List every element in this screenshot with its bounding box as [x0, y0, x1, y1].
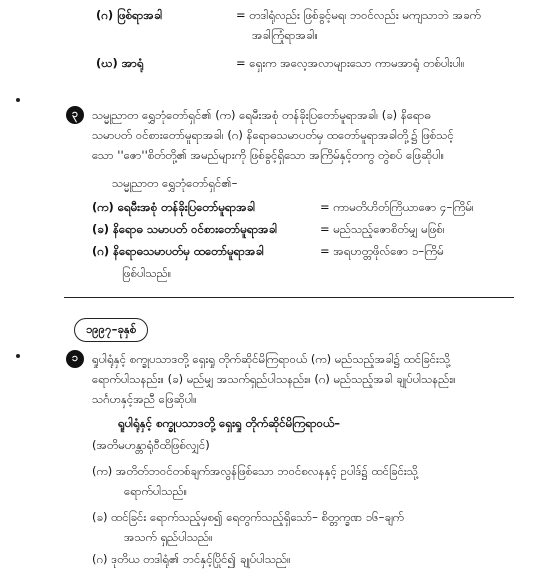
year-label-box: ၁၉၉၇–ခုနှစ် — [74, 318, 148, 342]
q1-text-line1: ရှုပါရုံနှင့် စက္ခုပသာဒတို့ ရှေးရှု တိုက်ဆိုင်မိကြရာဝယ် (က) မည်သည့်အခါ၌ ထင်ခြင်းသို့ — [92, 352, 451, 366]
q1-answer-sub: (အတိမဟန္တာရုံဝီထိဖြစ်လျှင်) — [92, 438, 210, 452]
q1-answer-ga-line1: (ဂ) ဒုတိယ တဒါရုံ၏ ဘင်နှင့်ပြိုင်၍ ချုပ်ပါသည်။ — [92, 552, 291, 566]
q1-answer-kha-line1: (ခ) ထင်ခြင်း ရောက်သည့်မှစ၍ ရေတွက်သည့်ရှိသော်– စိတ္တက္ခဏ ၁၆–ချက် — [92, 510, 404, 524]
q1-answer-heading: ရူပါရုံနှင့် စက္ခုပသာဒတို့ ရှေးရှု တိုက်ဆိုင်မိကြရာဝယ်– — [118, 416, 341, 430]
answer-row-kha — [92, 222, 445, 239]
q1-text-line2: ရောက်ပါသနည်း။ (ခ) မည်မျှ အသက်ရှည်ပါသနည်း။ (ဂ) မည်သည့်အခါ ချုပ်ပါသနည်း။ — [92, 372, 456, 386]
item-ga-label: (ဂ) ဖြစ်ရာအခါ — [96, 8, 163, 22]
q1-answer-ka-line2: ရောက်ပါသည်။ — [124, 484, 188, 498]
q1-answer-ka-line1: (က) အတိတ်ဘဝင်တစ်ချက်အလွန်ဖြစ်သော ဘဝင်စလနနှင့် ဥပါဒ်၌ ထင်ခြင်းသို့ — [92, 464, 418, 478]
question-number-badge: ၃ — [66, 106, 84, 124]
question-text-line2: သမာပတ် ဝင်စားတော်မူရာအခါ၊ (ဂ) နိရောဓသမာပတ်မှ ထတော်မူရာအခါတို့၌ ဖြစ်သင့် — [92, 128, 454, 142]
answer-ga-value: = အရဟတ္တဖိုလ်ဇော ၁–ကြိမ် — [320, 244, 444, 258]
item-ga-desc-cont: အခါကြုံရာအခါ။ — [252, 28, 319, 42]
answer-row-ka — [92, 200, 474, 217]
item-ga-desc: = တဒါရုံလည်း ဖြစ်ခွင့်မရ၊ ဘဝင်လည်း မကျသာဘဲ အခက် — [236, 8, 481, 22]
answer-kha-label: (ခ) နိရောဓ သမာပတ် ဝင်စားတော်မူရာအခါ — [92, 222, 278, 236]
answer-intro: သမ္မုညာတ ရွှေဘုံတော်ရှင်၏– — [112, 176, 238, 190]
margin-dot-2 — [16, 354, 20, 358]
question-text-line3: သော ''ဇော''စိတ်တို့၏ အမည်များကို ဖြစ်ခွင့်ရှိသော အကြိမ်နှင့်တကွ တွဲစပ် ဖြေဆိုပါ။ — [92, 148, 445, 162]
answer-ka-value: = ကာမတိဟိတ်ကြိယာဇော ၄–ကြိမ်၊ — [320, 200, 474, 214]
answer-ga-label: (ဂ) နိရောဓသမာပတ်မှ ထတော်မူရာအခါ — [92, 244, 265, 258]
item-ga — [96, 8, 481, 25]
margin-dot — [16, 98, 20, 102]
q1-answer-kha-line2: အသက် ရှည်ပါသည်။ — [124, 530, 213, 544]
question-text-line1: သမ္မုညာတ ရွှေဘုံတော်ရှင်၏ (က) ရေမီးအစုံ တန်ခိုးပြတော်မူရာအခါ၊ (ခ) နိရောဓ — [92, 108, 431, 122]
item-gha — [96, 56, 464, 73]
answer-end: ဖြစ်ပါသည်။ — [122, 266, 172, 280]
item-gha-desc: = ရှေးက အလေ့အလာများသော ကာမအာရုံ တစ်ပါးပါ။ — [236, 56, 465, 70]
section-divider — [64, 297, 514, 298]
answer-ka-label: (က) ရေမီးအစုံ တန်ခိုးပြတော်မူရာအခါ — [92, 200, 256, 214]
question-number-badge-2: ၁ — [66, 350, 84, 368]
answer-row-ga — [92, 244, 444, 261]
item-gha-label: (ဃ) အာရုံ — [96, 56, 144, 70]
answer-kha-value: = မည်သည့်ဇောစိတ်မျှ မဖြစ်၊ — [320, 222, 445, 236]
q1-text-line3: သင်္ဂဟနှင့်အညီ ဖြေဆိုပါ။ — [92, 392, 197, 406]
